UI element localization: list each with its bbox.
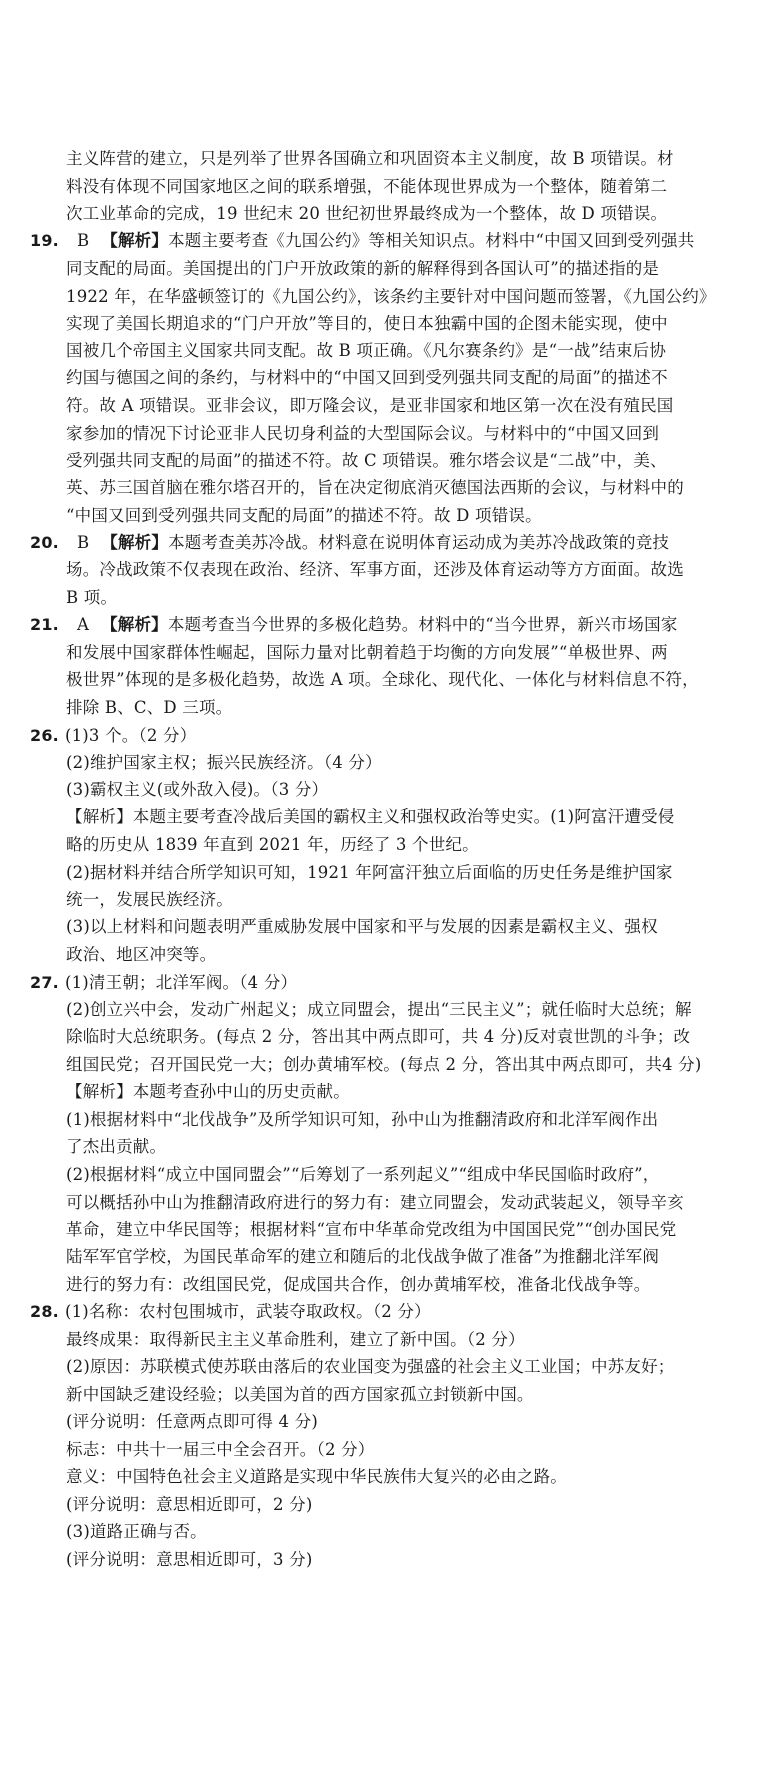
text-line: 【解析】本题主要考查冷战后美国的霸权主义和强权政治等史实。(1)阿富汗遭受侵 [66,807,675,826]
text-line: 料没有体现不同国家地区之间的联系增强，不能体现世界成为一个整体，随着第二 [66,177,668,196]
text-line: 统一，发展民族经济。 [66,890,233,909]
text-line: 同支配的局面。美国提出的门户开放政策的新的解释得到各国认可”的描述指的是 [66,259,660,278]
text-line: (评分说明：任意两点即可得 4 分) [66,1412,318,1431]
text-line: 排除 B、C、D 三项。 [66,698,233,717]
text-line: 英、苏三国首脑在雅尔塔召开的，旨在决定彻底消灭德国法西斯的会议，与材料中的 [66,478,684,497]
text-line: (2)根据材料“成立中国同盟会”“后筹划了一系列起义”“组成中华民国临时政府”， [66,1165,660,1184]
text-line: 家参加的情况下讨论亚非人民切身利益的大型国际会议。与材料中的“中国又回到 [66,424,660,443]
text-line: B 项。 [66,588,118,607]
text-line: 新中国缺乏建设经验；以美国为首的西方国家孤立封锁新中国。 [66,1385,534,1404]
text-line: 约国与德国之间的条约，与材料中的“中国又回到受列强共同支配的局面”的描述不 [66,368,668,387]
text-line: (3)霸权主义(或外敌入侵)。（3 分） [66,780,329,799]
text-line: 主义阵营的建立，只是列举了世界各国确立和巩固资本主义制度，故 B 项错误。材 [66,149,674,168]
text-line: 场。冷战政策不仅表现在政治、经济、军事方面，还涉及体育运动等方方面面。故选 [66,560,684,579]
question-number: 26. [30,726,59,745]
text-line: (1)3 个。（2 分） [64,726,197,745]
analysis-tag: 【解析】 [101,533,169,552]
answer-choice: A [76,615,90,634]
text-line: 标志：中共十一届三中全会召开。（2 分） [66,1440,375,1459]
question-number: 19. [30,231,59,250]
text-line: (2)创立兴中会，发动广州起义；成立同盟会，提出“三民主义”；就任临时大总统；解 [66,1000,692,1019]
text-line: 除临时大总统职务。(每点 2 分，答出其中两点即可，共 4 分)反对袁世凯的斗争；改 [66,1027,691,1046]
text-line: 可以概括孙中山为推翻清政府进行的努力有：建立同盟会，发动武装起义，领导辛亥 [66,1193,684,1212]
question-27 [30,972,297,994]
text-line: (评分说明：意思相近即可，2 分) [66,1495,313,1514]
text-line: 和发展中国家群体性崛起，国际力量对比朝着趋于均衡的方向发展”“单极世界、两 [66,643,668,662]
text-line: 1922 年，在华盛顿签订的《九国公约》，该条约主要针对中国问题而签署，《九国公约》 [66,287,716,306]
question-number: 21. [30,615,59,634]
text-line: 意义：中国特色社会主义道路是实现中华民族伟大复兴的必由之路。 [66,1467,567,1486]
question-21 [30,614,678,636]
text-line: (3)道路正确与否。 [66,1522,207,1541]
text-line: 本题考查美苏冷战。材料意在说明体育运动成为美苏冷战政策的竞技 [168,533,670,552]
text-line: 实现了美国长期追求的“门户开放”等目的，使日本独霸中国的企图未能实现，使中 [66,314,668,333]
question-26 [30,725,196,747]
question-28 [30,1301,431,1323]
answer-choice: B [76,231,90,250]
text-line: 陆军军官学校，为国民革命军的建立和随后的北伐战争做了准备”为推翻北洋军阀 [66,1247,660,1266]
question-19 [30,230,694,252]
text-line: 极世界”体现的是多极化趋势，故选 A 项。全球化、现代化、一体化与材料信息不符， [66,670,699,689]
text-line: “中国又回到受列强共同支配的局面”的描述不符。故 D 项错误。 [66,506,542,525]
question-number: 28. [30,1302,59,1321]
text-line: 政治、地区冲突等。 [66,945,217,964]
text-line: (1)清王朝；北洋军阀。（4 分） [64,973,298,992]
text-line: 国被几个帝国主义国家共同支配。故 B 项正确。《凡尔赛条约》是“一战”结束后协 [66,341,667,360]
text-line: 略的历史从 1839 年直到 2021 年，历经了 3 个世纪。 [66,835,479,854]
answer-choice: B [76,533,90,552]
text-line: 进行的努力有：改组国民党，促成国共合作，创办黄埔军校，准备北伐战争等。 [66,1275,651,1294]
text-line: (评分说明：意思相近即可，3 分) [66,1550,313,1569]
text-line: 组国民党；召开国民党一大；创办黄埔军校。(每点 2 分，答出其中两点即可，共4 分) [66,1055,702,1074]
question-20 [30,532,669,554]
text-line: 受列强共同支配的局面”的描述不符。故 C 项错误。雅尔塔会议是“二战”中，美、 [66,451,667,470]
text-line: 了杰出贡献。 [66,1137,167,1156]
text-line: (1)名称：农村包围城市，武装夺取政权。（2 分） [64,1302,431,1321]
text-line: (3)以上材料和问题表明严重威胁发展中国家和平与发展的因素是霸权主义、强权 [66,917,658,936]
text-line: 本题主要考查《九国公约》等相关知识点。材料中“中国又回到受列强共 [168,231,695,250]
text-line: (1)根据材料中“北伐战争”及所学知识可知，孙中山为推翻清政府和北洋军阀作出 [66,1110,659,1129]
text-line: (2)原因：苏联模式使苏联由落后的农业国变为强盛的社会主义工业国；中苏友好； [66,1357,675,1376]
analysis-tag: 【解析】 [101,615,168,634]
question-number: 20. [30,533,59,552]
text-line: 最终成果：取得新民主主义革命胜利，建立了新中国。（2 分） [66,1330,525,1349]
text-line: 本题考查当今世界的多极化趋势。材料中的“当今世界，新兴市场国家 [167,615,678,634]
text-line: 符。故 A 项错误。亚非会议，即万隆会议，是亚非国家和地区第一次在没有殖民国 [66,396,674,415]
question-number: 27. [30,973,59,992]
text-line: 【解析】本题考查孙中山的历史贡献。 [66,1082,350,1101]
text-line: (2)维护国家主权；振兴民族经济。（4 分） [66,753,382,772]
text-line: 次工业革命的完成，19 世纪末 20 世纪初世界最终成为一个整体，故 D 项错误。 [66,204,668,223]
analysis-tag: 【解析】 [101,231,169,250]
text-line: (2)据材料并结合所学知识可知，1921 年阿富汗独立后面临的历史任务是维护国家 [66,863,673,882]
text-line: 革命，建立中华民国等；根据材料“宣布中华革命党改组为中国国民党”“创办国民党 [66,1220,677,1239]
